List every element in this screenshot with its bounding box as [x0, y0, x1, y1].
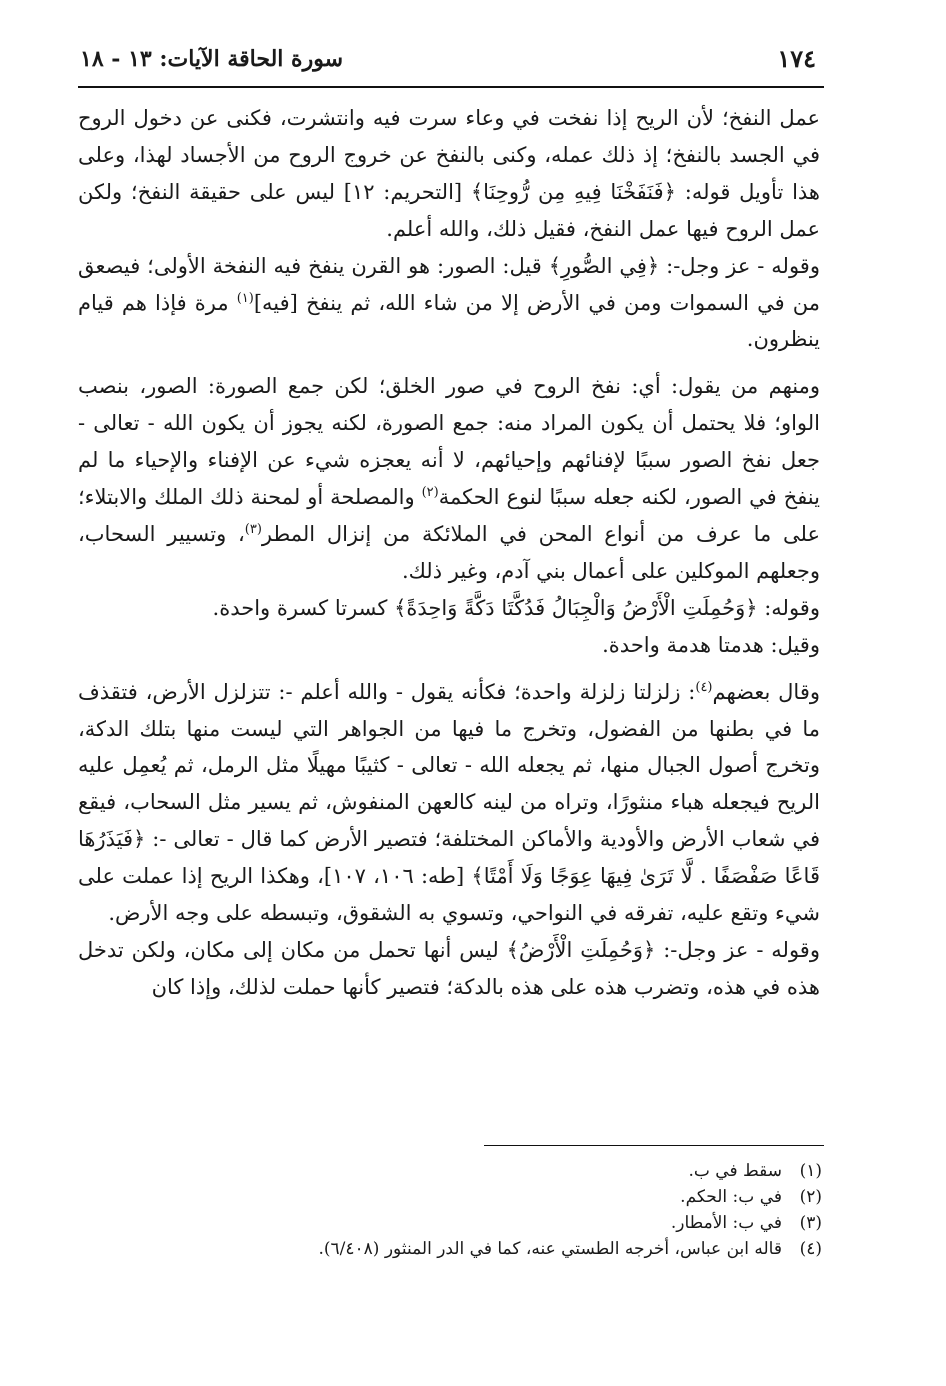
paragraph: وقوله - عز وجل-: ﴿وَحُمِلَتِ الْأَرْضُ﴾ ليس أنها تحمل من مكان إلى مكان، ولكن تدخل هذه في هذه، وتضرب هذه على هذه بالدكة؛ فتصير كأنها حملت لذلك، وإذا كان [78, 937, 820, 999]
paragraph-text: مرة فإذا هم قيام ينظرون. [78, 290, 820, 352]
footnote-text: سقط في ب. [688, 1161, 782, 1181]
paragraph-text: وقال بعضهم [712, 679, 820, 704]
footnote-number: (٣) [799, 1213, 822, 1233]
paragraph: وقوله: ﴿وَحُمِلَتِ الْأَرْضُ وَالْجِبَالُ فَدُكَّتَا دَكَّةً وَاحِدَةً﴾ كسرتا كسرة واحدة. [212, 595, 820, 620]
paragraph [78, 674, 820, 932]
paragraph-text: ، وتسيير السحاب، وجعلهم الموكلين على أعمال بني آدم، وغير ذلك. [78, 521, 820, 583]
paragraph [78, 368, 820, 589]
footnote-ref: (٢) [421, 485, 439, 501]
running-title: سورة الحاقة الآيات: ١٣ - ١٨ [80, 46, 344, 72]
footnote-ref: (٣) [244, 521, 262, 537]
footnote-divider [484, 1145, 824, 1146]
footnotes [160, 1158, 822, 1262]
footnote-text: قاله ابن عباس، أخرجه الطستي عنه، كما في الدر المنثور (٦/٤٠٨). [318, 1239, 782, 1259]
footnote-number: (١) [799, 1161, 822, 1181]
footnote [160, 1158, 822, 1184]
paragraph-text: والمصلحة أو لمحنة ذلك الملك والابتلاء؛ على ما عرف من أنواع المحن في الملائكة من إنزال المطر [78, 485, 820, 546]
page-header [80, 44, 822, 80]
footnote-number: (٤) [799, 1239, 822, 1259]
footnote [160, 1210, 822, 1236]
footnote-ref: (١) [236, 290, 254, 306]
footnote [160, 1184, 822, 1210]
footnote-ref: (٤) [695, 679, 713, 695]
body-text [78, 100, 820, 1006]
paragraph [78, 248, 820, 359]
footnote [160, 1236, 822, 1262]
header-divider [78, 86, 824, 88]
page-number: ١٧٤ [777, 44, 816, 73]
footnote-text: في ب: الحكم. [680, 1187, 782, 1207]
footnote-text: في ب: الأمطار. [670, 1213, 782, 1233]
paragraph: وقيل: هدمتا هدمة واحدة. [602, 632, 820, 657]
paragraph: عمل النفخ؛ لأن الريح إذا نفخت في وعاء سرت فيه وانتشرت، فكنى عن دخول الروح في الجسد بالنفخ؛ إذ ذلك عمله، وكنى بالنفخ عن خروج الروح من الأجساد لهذا، وعلى هذا تأويل قوله: ﴿فَنَفَخْنَا فِيهِ مِن رُّوحِنَا﴾ [التحريم: ١٢] ليس على حقيقة النفخ؛ ولكن عمل الروح فيها عمل النفخ، فقيل ذلك، والله أعلم. [78, 106, 820, 241]
paragraph-text: وقوله - عز وجل-: ﴿فِي الصُّورِ﴾ قيل: الصور: هو القرن ينفخ فيه النفخة الأولى؛ فيصعق من في السموات ومن في الأرض إلا من شاء الله، ثم ينفخ [فيه] [78, 253, 820, 315]
footnote-number: (٢) [799, 1187, 822, 1207]
paragraph-text: : زلزلتا زلزلة واحدة؛ فكأنه يقول - والله أعلم -: تتزلزل الأرض، فتقذف ما في بطنها من الفضول، وتخرج ما فيها من الجواهر التي ليست منها بتلك الدكة، وتخرج أصول الجبال منها، ثم يجعله الله - تعالى - كثيبًا مهيلًا مثل الرمل، ثم يُعمِل عليه الريح فيجعله هباء منثورًا، وتراه من لينه كالعهن المنفوش، ثم يسير مثل السحاب، فيقع في شعاب الأرض والأودية والأماكن المختلفة؛ فتصير الأرض كما قال - تعالى -: ﴿فَيَذَرُهَا قَاعًا صَفْصَفًا . لَّا تَرَىٰ فِيهَا عِوَجًا وَلَا أَمْتًا﴾ [طه: ١٠٦، ١٠٧]، وهكذا الريح إذا عملت على شيء وتقع عليه، تفرقه في النواحي، وتسوي به الشقوق، وتبسطه على وجه الأرض. [78, 679, 820, 926]
paragraph-text: ومنهم من يقول: أي: نفخ الروح في صور الخلق؛ لكن جمع الصورة: الصور، بنصب الواو؛ فلا يحتمل أن يكون المراد منه: جمع الصورة، لكنه يجوز أن يكون الله - تعالى - جعل نفخ الصور سببًا لإفنائهم وإحيائهم، لا أنه يعجزه شيء عن الإفناء والإحياء ما لم ينفخ في الصور، لكنه جعله سببًا لنوع الحكمة [78, 374, 820, 510]
